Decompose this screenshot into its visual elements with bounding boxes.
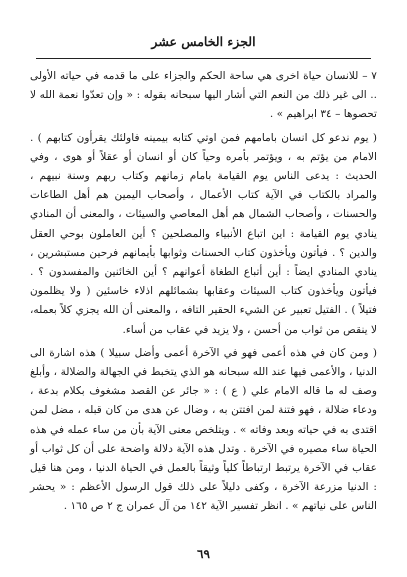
- paragraph: ( يوم ندعو كل انسان بامامهم فمن اوتي كتابه بيمينه فاولئك يقرأون كتابهم ) . الامام من يؤتم به ، ويؤتمر بأمره وحياً كان أو انسان أو عقلاً أو هوى ، وفي الحديث : يدعى الناس يوم القيامة بامام زمانهم وكتاب ربهم وسنة نبيهم ، والمراد بالكتاب في الآية كتاب الأعمال ، وأصحاب اليمين هم أهل الطاعات والحسنات ، وأصحاب الشمال هم أهل المعاصي والسيئات ، والمعنى أن المنادي ينادي يوم القيامة : اين اتباع الأنبياء والمصلحين ؟ أين العاملون بوحي العقل والدين ؟ . فيأتون ويأخذون كتاب الحسنات وثوابها بأيمانهم فرحين مستبشرين ، ينادي المنادي ايضاً : أين أتباع الطغاة أعوانهم ؟ أين الخائنين والمفسدون ؟ . فيأتون ويأخذون كتاب السيئات وعقابها بشمائلهم اذلاء خاسئين ( ولا يظلمون فتيلاً ) . الفتيل تعبير عن الشيء الحقير التافه ، والمعنى أن الله يجزي كلاً بعمله، لا ينقص من ثواب من أحسن ، ولا يزيد في عقاب من أساء.: [30, 131, 377, 336]
- running-head: الجزء الخامس عشر: [151, 34, 256, 49]
- header-rule: [36, 58, 371, 59]
- paragraph: ( ومن كان في هذه أعمى فهو في الآخرة أعمى وأضل سبيلا ) هذه اشارة الى الدنيا ، والأعمى فيها عند الله سبحانه هو الذي يتخبط في الجهالة والضلالة ، وأبلغ وصف له ما قاله الامام علي ( ع ) : « جائر عن القصد مشغوف بكلام بدعة ، ودعاء ضلالة ، فهو فتنة لمن افتتن به ، وضال عن هدى من كان قبله ، مضل لمن اقتدى به في حياته وبعد وفاته » . ويتلخص معنى الآية بأن من ساء عمله في هذه الحياة ساء مصيره في الآخرة . وتدل هذه الآية دلالة واضحة على أن كل ثواب أو عقاب في الآخرة يرتبط ارتباطاً كلياً وثيقاً بالعمل في الحياة الدنيا ، ومن هنا قيل : الدنيا مزرعة الآخرة ، وكفى دليلاً على ذلك قول الرسول الأعظم : « يحشر الناس على نياتهم » . انظر تفسير الآية ١٤٢ من آل عمران ج ٢ ص ١٦٥ .: [30, 346, 377, 513]
- page-number: ٦٩: [197, 547, 210, 561]
- paragraph: ٧ – للانسان حياة اخرى هي ساحة الحكم والجزاء على ما قدمه في حياته الأولى .. الى غير ذلك من النعم التي أشار اليها سبحانه بقوله : « وإن تعدّوا نعمة الله لا تحصوها – ٣٤ ابراهيم » .: [30, 70, 377, 121]
- body-text: [30, 67, 377, 517]
